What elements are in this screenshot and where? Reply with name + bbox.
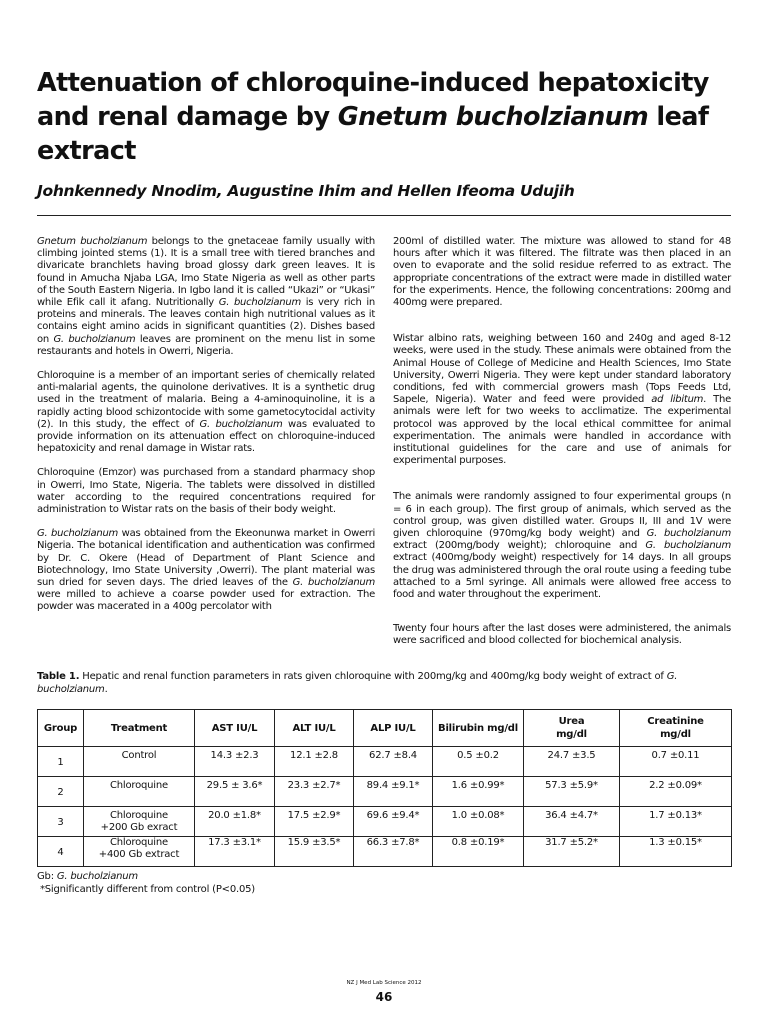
- table-header-row: [38, 710, 732, 747]
- author-list: Johnkennedy Nnodim, Augustine Ihim and Hellen Ifeoma Udujih: [37, 182, 575, 200]
- table-cell: 31.7 ±5.2*: [524, 837, 620, 867]
- table-cell: 1.6 ±0.99*: [433, 777, 524, 807]
- table-cell: 14.3 ±2.3: [195, 747, 275, 777]
- table-cell: 4: [38, 837, 84, 867]
- table-cell: Chloroquine +200 Gb exract: [84, 807, 195, 837]
- table-cell: 2.2 ±0.09*: [620, 777, 732, 807]
- table-cell: 1.3 ±0.15*: [620, 837, 732, 867]
- column-header: AST IU/L: [195, 710, 275, 747]
- table-cell: 69.6 ±9.4*: [354, 807, 433, 837]
- column-header: Creatinine mg/dl: [620, 710, 732, 747]
- table-cell: 29.5 ± 3.6*: [195, 777, 275, 807]
- abbreviation-prefix: Gb:: [37, 871, 57, 882]
- table-row: [38, 807, 732, 837]
- right-column: [393, 236, 731, 660]
- significance-note: *Significantly different from control (P<0.05): [37, 883, 255, 895]
- table-row: [38, 747, 732, 777]
- table-cell: 89.4 ±9.1*: [354, 777, 433, 807]
- table-cell: 0.5 ±0.2: [433, 747, 524, 777]
- table-cell: 1.0 ±0.08*: [433, 807, 524, 837]
- table-cell: 0.7 ±0.11: [620, 747, 732, 777]
- table-cell: 1: [38, 747, 84, 777]
- table-cell: 62.7 ±8.4: [354, 747, 433, 777]
- table-cell: 20.0 ±1.8*: [195, 807, 275, 837]
- table-cell: 66.3 ±7.8*: [354, 837, 433, 867]
- caption-end: .: [104, 684, 108, 695]
- paragraph: Chloroquine (Emzor) was purchased from a standard pharmacy shop in Owerri, Imo State, Nigeria. The tablets were dissolved in distilled water according to the required concentrations required for administration to Wistar rats on the basis of their body weight.: [37, 467, 375, 516]
- left-column: [37, 236, 375, 626]
- results-table: [37, 709, 732, 867]
- table-cell: 12.1 ±2.8: [275, 747, 354, 777]
- table-cell: 17.5 ±2.9*: [275, 807, 354, 837]
- table-cell: 24.7 ±3.5: [524, 747, 620, 777]
- column-header: Urea mg/dl: [524, 710, 620, 747]
- table-row: [38, 837, 732, 867]
- caption-species: G. bucholzianum: [37, 671, 678, 695]
- table-cell: Chloroquine +400 Gb extract: [84, 837, 195, 867]
- abbreviation-species: G. bucholzianum: [56, 871, 138, 882]
- column-header: Bilirubin mg/dl: [433, 710, 524, 747]
- paragraph: Chloroquine is a member of an important series of chemically related anti-malarial agents, the quinolone derivatives. It is a synthetic drug used in the treatment of malaria. Being a 4-aminoquinoline, it is a rapidly acting blood schizontocide with some gametocytocidal activity (2). In this study, the effect of G. bucholzianum was evaluated to provide information on its attenuation effect on chloroquine-induced hepatoxicity and renal damage in Wistar rats.: [37, 370, 375, 455]
- article-title: [37, 66, 737, 168]
- caption-text: Hepatic and renal function parameters in rats given chloroquine with 200mg/kg and 400mg/kg body weight of extract of: [79, 671, 667, 682]
- paragraph: G. bucholzianum was obtained from the Ekeonunwa market in Owerri Nigeria. The botanical identification and authentication was confirmed by Dr. C. Okere (Head of Department of Plant Science and Biotechnology, Imo State University ,Owerri). The plant material was sun dried for seven days. The dried leaves of the G. bucholzianum were milled to achieve a coarse powder used for extraction. The powder was macerated in a 400g percolator with: [37, 528, 375, 613]
- title-part1: Attenuation of chloroquine-induced hepatoxicity and renal damage by: [37, 68, 709, 132]
- paragraph: 200ml of distilled water. The mixture was allowed to stand for 48 hours after which it was filtered. The filtrate was then placed in an oven to evaporate and the solid residue referred to as extract. The appropriate concentrations of the extract were made in distilled water for the experiments. Hence, the following concentrations: 200mg and 400mg were prepared.: [393, 236, 731, 309]
- title-species: Gnetum bucholzianum: [337, 102, 649, 132]
- table-cell: 0.8 ±0.19*: [433, 837, 524, 867]
- table-footnotes: [37, 871, 255, 896]
- title-divider: [37, 215, 731, 216]
- table-cell: 3: [38, 807, 84, 837]
- table-cell: 2: [38, 777, 84, 807]
- table-cell: Chloroquine: [84, 777, 195, 807]
- table-cell: Control: [84, 747, 195, 777]
- column-header: Group: [38, 710, 84, 747]
- table-cell: 17.3 ±3.1*: [195, 837, 275, 867]
- table-caption: [37, 670, 731, 696]
- journal-citation: NZ J Med Lab Science 2012: [346, 980, 422, 986]
- page-number: 46: [375, 990, 393, 1004]
- column-header: ALT IU/L: [275, 710, 354, 747]
- column-header: Treatment: [84, 710, 195, 747]
- table-cell: 36.4 ±4.7*: [524, 807, 620, 837]
- table-cell: 1.7 ±0.13*: [620, 807, 732, 837]
- table-cell: 57.3 ±5.9*: [524, 777, 620, 807]
- table-label: Table 1.: [37, 671, 80, 682]
- paragraph: The animals were randomly assigned to four experimental groups (n = 6 in each group). The first group of animals, which served as the control group, was given distilled water. Groups II, III and 1V were given chloroquine (970mg/kg body weight) and G. bucholzianum extract (200mg/body weight); chloroquine and G. bucholzianum extract (400mg/body weight) respectively for 14 days. In all groups the drug was administered through the oral route using a feeding tube attached to a 5ml syringe. All animals were allowed free access to food and water throughout the experiment.: [393, 491, 731, 601]
- paragraph: Twenty four hours after the last doses were administered, the animals were sacrificed and blood collected for biochemical analysis.: [393, 623, 731, 647]
- abbreviation-note: [37, 871, 255, 884]
- table-row: [38, 777, 732, 807]
- title-part2: leaf extract: [37, 102, 709, 166]
- paragraph: Wistar albino rats, weighing between 160 and 240g and aged 8-12 weeks, were used in the study. These animals were obtained from the Animal House of College of Medicine and Health Sciences, Imo State University, Owerri Nigeria. They were kept under standard laboratory conditions, fed with commercial growers mash (Tops Feeds Ltd, Sapele, Nigeria). Water and feed were provided ad libitum. The animals were left for two weeks to acclimatize. The experimental protocol was approved by the local ethical committee for animal experimentation. The animals were handled in accordance with institutional guidelines for the care and use of animals for experimental purposes.: [393, 333, 731, 467]
- column-header: ALP IU/L: [354, 710, 433, 747]
- paragraph: Gnetum bucholzianum belongs to the gnetaceae family usually with climbing jointed stems (1). It is a small tree with tiered branches and divaricate branchlets having broad glossy dark green leaves. It is found in Amucha Njaba LGA, Imo State Nigeria as well as other parts of the South Eastern Nigeria. In Igbo land it is called “Ukazi” or “Ukasi” while Efik call it afang. Nutritionally G. bucholzianum is very rich in proteins and minerals. The leaves contain high nutritional values as it contains eight amino acids in significant quantities (2). Dishes based on G. bucholzianum leaves are prominent on the menu list in some restaurants and hotels in Owerri, Nigeria.: [37, 236, 375, 357]
- table-cell: 15.9 ±3.5*: [275, 837, 354, 867]
- table-cell: 23.3 ±2.7*: [275, 777, 354, 807]
